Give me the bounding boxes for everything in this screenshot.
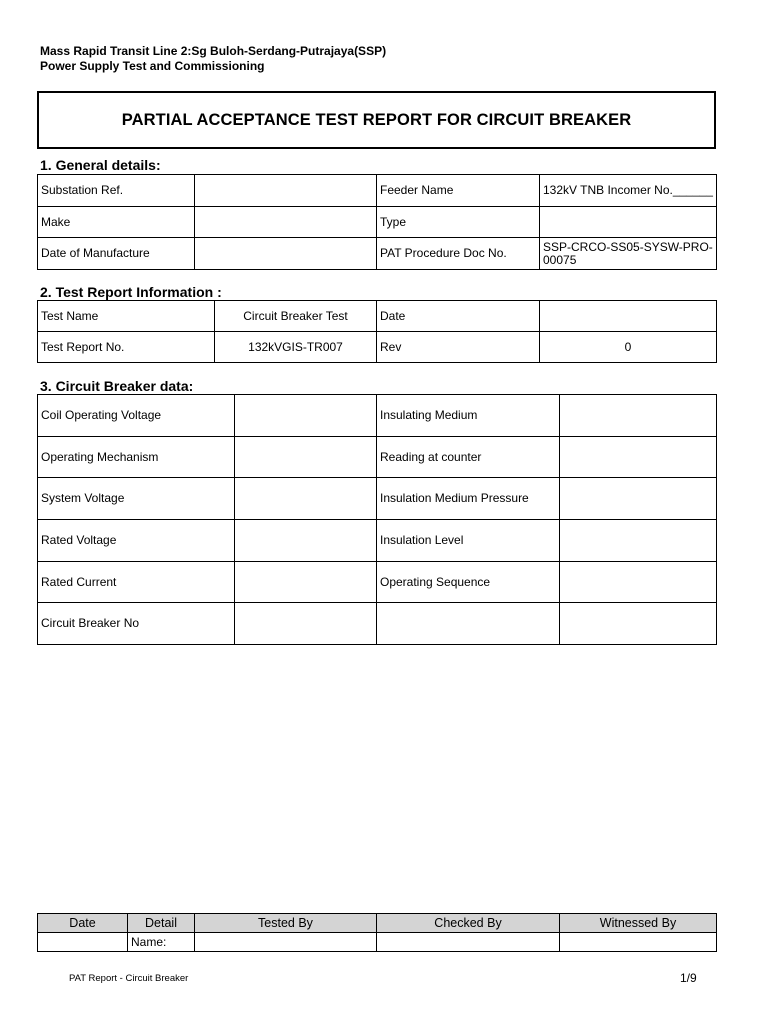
general-details-table [37,174,717,270]
section-general-details-heading: 1. General details: [40,157,161,173]
field-value[interactable] [560,436,717,478]
field-label: Type [377,206,540,238]
project-subtitle: Power Supply Test and Commissioning [40,59,265,73]
field-label: Test Report No. [38,332,215,363]
field-label: PAT Procedure Doc No. [377,238,540,270]
signoff-header-tested-by: Tested By [195,914,377,933]
table-row [38,332,717,363]
circuit-breaker-table [37,394,717,645]
field-label: System Voltage [38,478,235,520]
field-value[interactable]: 0 [540,332,717,363]
field-label: Circuit Breaker No [38,603,235,645]
field-value[interactable] [235,478,377,520]
field-value[interactable]: Circuit Breaker Test [215,301,377,332]
field-label: Date [377,301,540,332]
field-label: Make [38,206,195,238]
table-row [38,478,717,520]
checked-by-name-field[interactable] [377,933,560,952]
field-value[interactable] [195,175,377,207]
field-value[interactable] [195,238,377,270]
footer-document-name: PAT Report - Circuit Breaker [69,973,189,984]
table-row [38,175,717,207]
signoff-header-checked-by: Checked By [377,914,560,933]
signoff-table [37,913,717,952]
tested-by-name-field[interactable] [195,933,377,952]
field-label: Rev [377,332,540,363]
table-row [38,436,717,478]
section-circuit-breaker-heading: 3. Circuit Breaker data: [40,378,194,394]
signoff-header-date: Date [38,914,128,933]
field-label: Reading at counter [377,436,560,478]
field-value[interactable] [560,395,717,437]
project-title: Mass Rapid Transit Line 2:Sg Buloh-Serdang-Putrajaya(SSP) [40,44,387,58]
field-label: Rated Current [38,561,235,603]
table-row [38,561,717,603]
signoff-header-witnessed-by: Witnessed By [560,914,717,933]
report-title: PARTIAL ACCEPTANCE TEST REPORT FOR CIRCUIT BREAKER [121,110,632,129]
signoff-header-row [38,914,717,933]
field-value[interactable] [235,395,377,437]
field-value[interactable] [560,561,717,603]
field-value[interactable] [560,478,717,520]
report-title-box [37,91,716,149]
witnessed-by-name-field[interactable] [560,933,717,952]
signoff-header-detail: Detail [128,914,195,933]
field-value[interactable]: 132kVGIS-TR007 [215,332,377,363]
table-row [38,238,717,270]
page-number: 1/9 [680,971,697,985]
field-label: Insulation Medium Pressure [377,478,560,520]
field-label: Coil Operating Voltage [38,395,235,437]
field-value[interactable] [235,603,377,645]
field-label: Feeder Name [377,175,540,207]
field-value[interactable] [540,301,717,332]
field-value[interactable] [235,520,377,562]
table-row [38,520,717,562]
field-label: Operating Mechanism [38,436,235,478]
field-label: Insulating Medium [377,395,560,437]
field-label: Date of Manufacture [38,238,195,270]
table-row [38,395,717,437]
field-value[interactable] [540,206,717,238]
table-row [38,206,717,238]
field-label: Test Name [38,301,215,332]
field-value[interactable]: 132kV TNB Incomer No.______ [540,175,717,207]
field-label: Rated Voltage [38,520,235,562]
table-row [38,301,717,332]
test-report-table [37,300,717,363]
field-label: Substation Ref. [38,175,195,207]
field-value[interactable] [560,603,717,645]
signoff-name-row [38,933,717,952]
field-value[interactable] [235,561,377,603]
field-value[interactable]: SSP-CRCO-SS05-SYSW-PRO-00075 [540,238,717,270]
table-row [38,603,717,645]
field-label [377,603,560,645]
section-test-report-heading: 2. Test Report Information : [40,284,222,300]
field-value[interactable] [195,206,377,238]
signoff-name-label: Name: [128,933,195,952]
field-label: Operating Sequence [377,561,560,603]
signoff-date-field[interactable] [38,933,128,952]
field-label: Insulation Level [377,520,560,562]
field-value[interactable] [235,436,377,478]
field-value[interactable] [560,520,717,562]
